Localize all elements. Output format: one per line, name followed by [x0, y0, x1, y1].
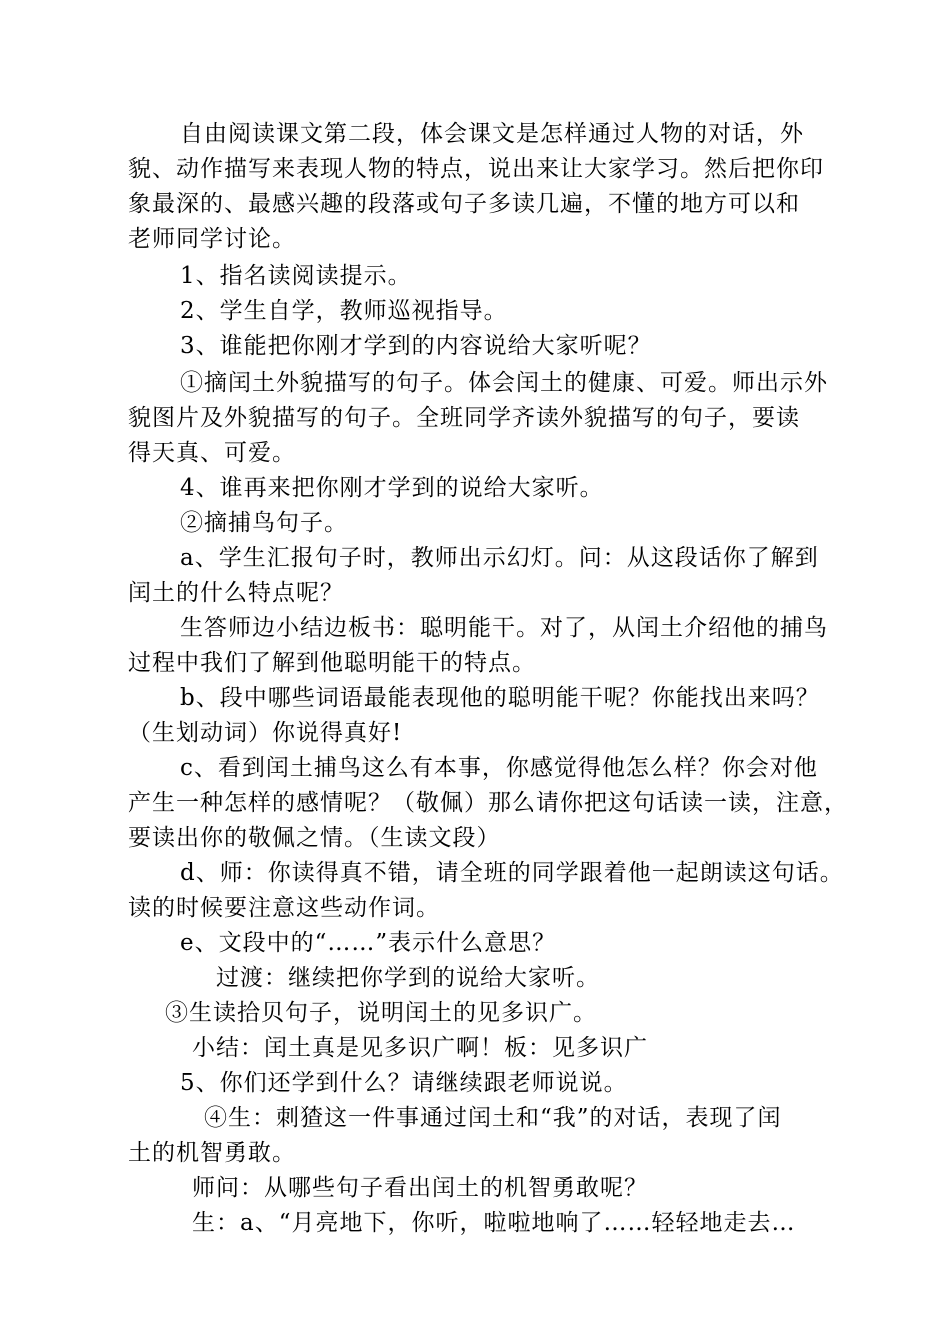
text-line: 读的时候要注意这些动作词。	[128, 895, 440, 921]
text-line: ①摘闰土外貌描写的句子。体会闰土的健康、可爱。师出示外	[180, 370, 828, 396]
text-line: 3、谁能把你刚才学到的内容说给大家听呢？	[180, 333, 652, 359]
text-line: （生划动词）你说得真好!	[128, 720, 403, 746]
text-line: 象最深的、最感兴趣的段落或句子多读几遍，不懂的地方可以和	[128, 191, 800, 217]
text-line: ④生：刺猹这一件事通过闰土和“我”的对话，表现了闰	[204, 1105, 782, 1131]
text-line: 5、你们还学到什么？请继续跟老师说说。	[180, 1070, 628, 1096]
text-line: 自由阅读课文第二段，体会课文是怎样通过人物的对话，外	[180, 121, 804, 147]
text-line: 貌图片及外貌描写的句子。全班同学齐读外貌描写的句子，要读	[128, 405, 800, 431]
text-line: e、文段中的“……”表示什么意思？	[180, 930, 557, 956]
text-line: 生：a、“月亮地下，你听，啦啦地响了……轻轻地走去…	[192, 1210, 796, 1236]
text-line: d、师：你读得真不错，请全班的同学跟着他一起朗读这句话。	[180, 860, 844, 886]
text-line: 4、谁再来把你刚才学到的说给大家听。	[180, 475, 604, 501]
text-line: 2、学生自学，教师巡视指导。	[180, 298, 508, 324]
text-line: 师问：从哪些句子看出闰土的机智勇敢呢？	[192, 1175, 648, 1201]
text-line: 得天真、可爱。	[128, 440, 296, 466]
text-line: 老师同学讨论。	[128, 226, 296, 252]
text-line: c、看到闰土捕鸟这么有本事，你感觉得他怎么样？你会对他	[180, 755, 818, 781]
text-line: 貌、动作描写来表现人物的特点，说出来让大家学习。然后把你印	[128, 156, 824, 182]
text-line: 土的机智勇敢。	[128, 1140, 296, 1166]
text-line: ②摘捕鸟句子。	[180, 510, 348, 536]
text-line: a、学生汇报句子时，教师出示幻灯。问：从这段话你了解到	[180, 545, 819, 571]
text-line: 闰土的什么特点呢？	[128, 580, 344, 606]
text-line: ③生读拾贝句子，说明闰土的见多识广。	[165, 1000, 597, 1026]
text-line: 要读出你的敬佩之情。（生读文段）	[128, 825, 501, 851]
text-line: 过渡：继续把你学到的说给大家听。	[216, 965, 600, 991]
text-line: b、段中哪些词语最能表现他的聪明能干呢？你能找出来吗？	[180, 685, 820, 711]
text-line: 1、指名读阅读提示。	[180, 263, 412, 289]
text-line: 小结：闰土真是见多识广啊！板：见多识广	[192, 1035, 648, 1061]
text-line: 生答师边小结边板书：聪明能干。对了，从闰土介绍他的捕鸟	[180, 615, 828, 641]
text-line: 产生一种怎样的感情呢？（敬佩）那么请你把这句话读一读，注意，	[128, 790, 848, 816]
text-line: 过程中我们了解到他聪明能干的特点。	[128, 650, 536, 676]
